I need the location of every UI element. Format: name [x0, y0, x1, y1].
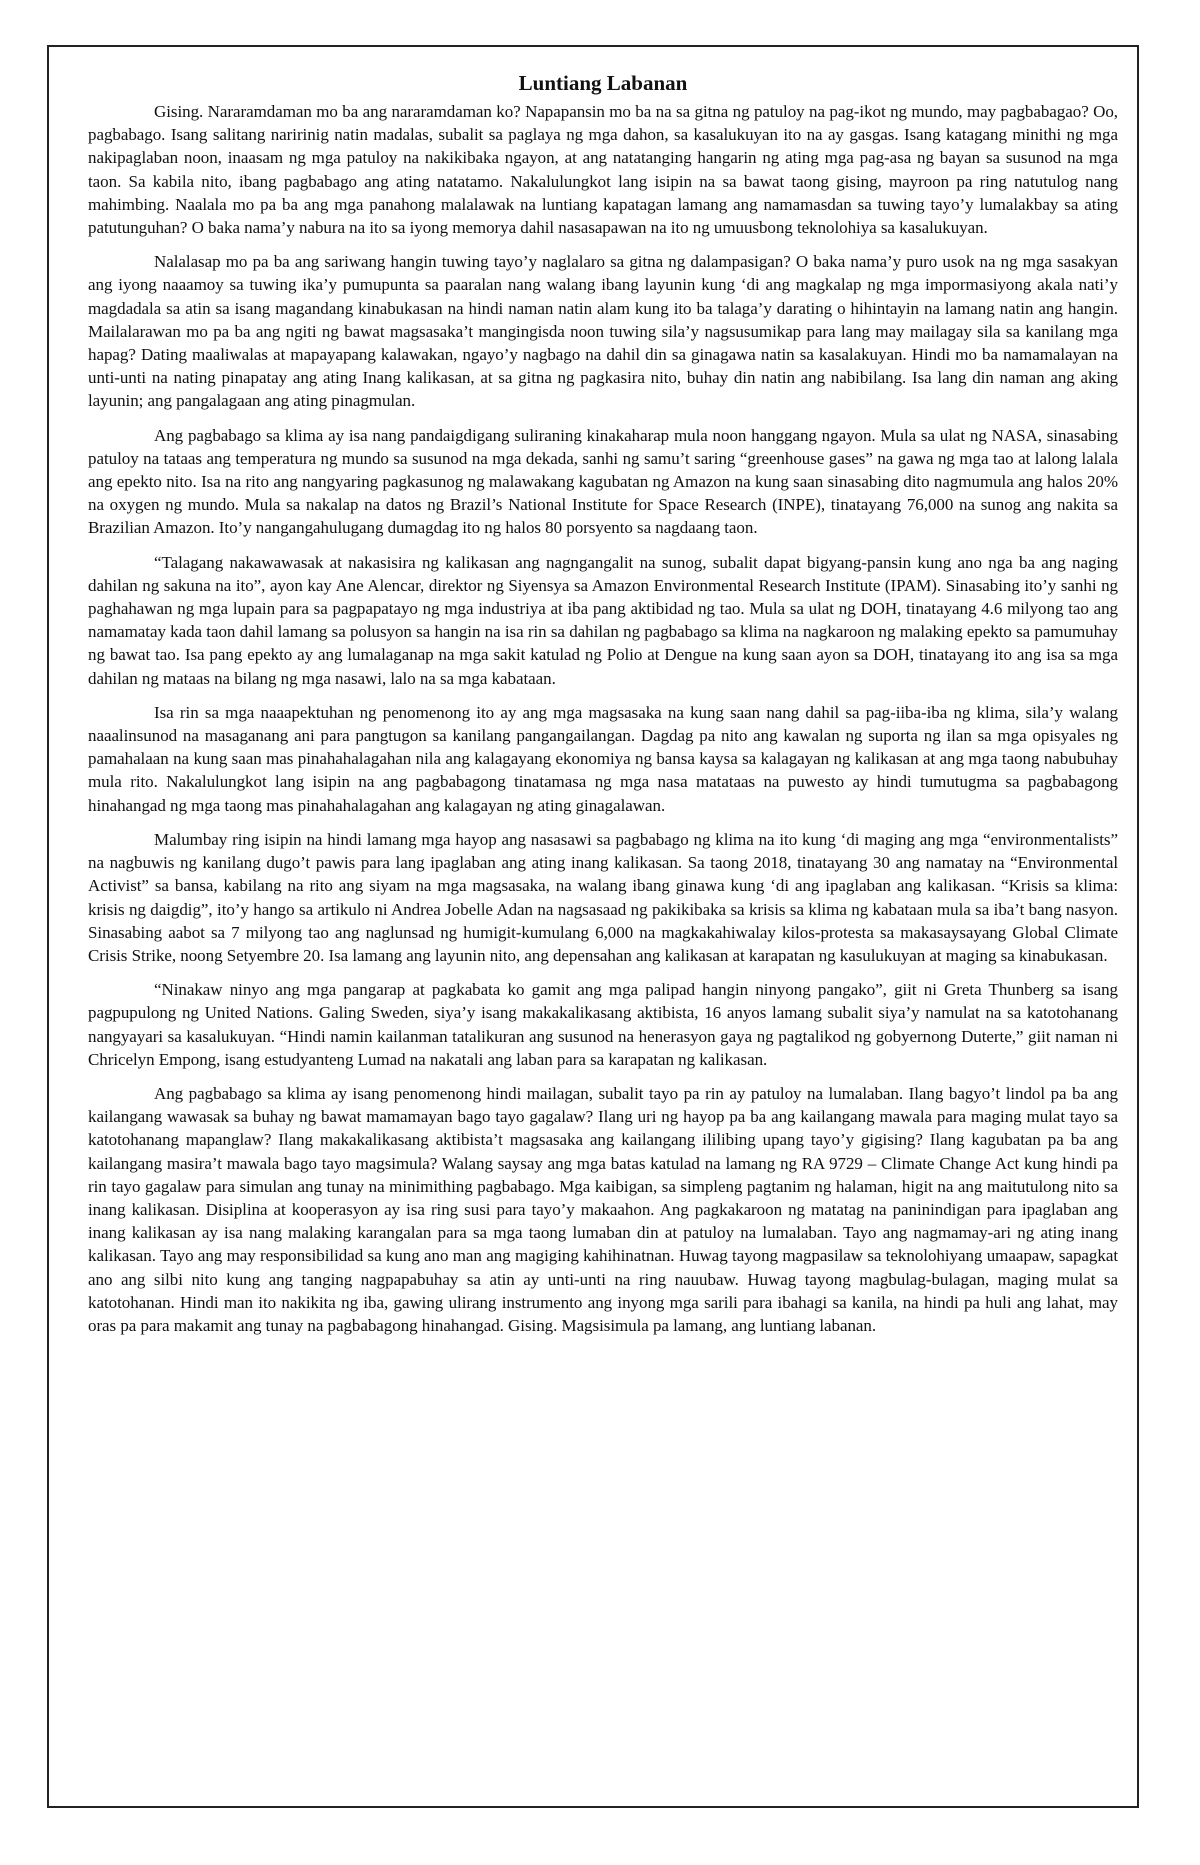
paragraph-6: Malumbay ring isipin na hindi lamang mga hayop ang nasasawi sa pagbabago ng klima na ito kung ‘di maging ang mga “environmentalists” na nagbuwis ng kanilang dugo’t pawis para lang ipaglaban ang ating inang kalikasan. Sa taong 2018, tinatayang 30 ang namatay na “Environmental Activist” sa bansa, kabilang na rito ang siyam na mga magsasaka, na walang ibang ginawa kung ‘di ang ipaglaban ang kalikasan. “Krisis sa klima: krisis ng daigdig”, ito’y hango sa artikulo ni Andrea Jobelle Adan na nagsasaad ng pakikibaka sa krisis sa klima ng kabataan mula sa iba’t bang nasyon. Sinasabing aabot sa 7 milyong tao ang naglunsad ng humigit-kumulang 6,000 na magkakahiwalay kilos-protesta sa makasaysayang Global Climate Crisis Strike, noong Setyembre 20. Isa lamang ang layunin nito, ang depensahan ang kalikasan at karapatan ng kasulukuyan at maging sa kinabukasan.: [88, 829, 1118, 965]
paragraph-4: “Talagang nakawawasak at nakasisira ng kalikasan ang nagngangalit na sunog, subalit dapat bigyang-pansin kung ano nga ba ang naging dahilan ng sakuna na ito”, ayon kay Ane Alencar, direktor ng Siyensya sa Amazon Environmental Research Institute (IPAM). Sinasabing ito’y sanhi ng paghahawan ng mga lupain para sa pagpapatayo ng mga industriya at iba pang aktibidad ng tao. Mula sa ulat ng DOH, tinatayang 4.6 milyong tao ang namamatay kada taon dahil lamang sa polusyon sa hangin na isa rin sa dahilan ng pagbabago sa klima na nagkaroon ng malaking epekto sa pamumuhay ng bawat tao. Isa pang epekto ay ang lumalaganap na mga sakit katulad ng Polio at Dengue na kung saan ayon sa DOH, tinatayang ito ang isa sa mga dahilan ng mataas na bilang ng mga nasawi, lalo na sa mga kabataan.: [88, 552, 1118, 688]
paragraph-3: Ang pagbabago sa klima ay isa nang pandaigdigang suliraning kinakaharap mula noon hanggang ngayon. Mula sa ulat ng NASA, sinasabing patuloy na tataas ang temperatura ng mundo sa susunod na mga dekada, sanhi ng samu’t saring “greenhouse gases” na gawa ng mga tao at lalong lalala ang epekto nito. Isa na rito ang nangyaring pagkasunog ng malawakang kagubatan ng Amazon na kung saan sinasabing dito nagmumula ang halos 20% na oxygen ng mundo. Mula sa nakalap na datos ng Brazil’s National Institute for Space Research (INPE), tinatayang 76,000 na sunog ang nakita sa Brazilian Amazon. Ito’y nangangahulugang dumagdag ito ng halos 80 porsyento sa nagdaang taon.: [88, 425, 1118, 538]
paragraph-5: Isa rin sa mga naaapektuhan ng penomenong ito ay ang mga magsasaka na kung saan nang dahil sa pag-iiba-iba ng klima, sila’y walang naaalinsunod na masaganang ani para pangtugon sa kanilang pangangailangan. Dagdag pa nito ang kawalan ng suporta ng ilan sa mga opisyales ng pamahalaan na kung saan mas pinahahalagahan nila ang kalagayang ekonomiya ng bansa kaysa sa kalagayan ng kalikasan at ang mga taong nabubuhay mula rito. Nakalulungkot lang isipin na ang pagbabagong tinatamasa ng mga nasa matataas na puwesto ay hindi tumutugma sa pagbabagong hinahangad ng mga taong mas pinahahalagahan ang kalagayan ng ating ginagalawan.: [88, 702, 1118, 815]
paragraph-1: Gising. Nararamdaman mo ba ang nararamdaman ko? Napapansin mo ba na sa gitna ng patuloy na pag-ikot ng mundo, may pagbabagao? Oo, pagbabago. Isang salitang naririnig natin madalas, subalit sa paglaya ng mga dahon, sa kasalukuyan ito na ay gasgas. Isang katagang minithi ng mga nakipaglaban noon, inaasam ng mga patuloy na nakikibaka ngayon, at ang natatanging hangarin ng ating mga pag-asa ng bayan sa susunod na mga taon. Sa kabila nito, ibang pagbabago ang ating natatamo. Nakalulungkot lang isipin na sa bawat taong gising, mayroon pa ring natutulog nang mahimbing. Naalala mo pa ba ang mga panahong malalawak na luntiang kapatagan lamang ang namamasdan sa tuwing tayo’y lumalakbay sa ating patutunguhan? O baka nama’y nabura na ito sa iyong memorya dahil nasasapawan na ito ng umuusbong teknolohiya sa kasalukuyan.: [88, 102, 1118, 238]
article-title: Luntiang Labanan: [518, 71, 688, 95]
article: [88, 71, 1118, 1348]
paragraph-8: Ang pagbabago sa klima ay isang penomenong hindi mailagan, subalit tayo pa rin ay patuloy na lumalaban. Ilang bagyo’t lindol pa ba ang kailangang wawasak sa buhay ng bawat mamamayan bago tayo gagalaw? Ilang uri ng hayop pa ba ang kailangang mawala para maging mulat tayo sa katotohanang mapanglaw? Ilang makakalikasang aktibista’t magsasaka ang kailangang ililibing upang tayo’y gigising? Ilang kagubatan pa ba ang kailangang masira’t mawala bago tayo magsimula? Walang saysay ang mga batas katulad na lamang ng RA 9729 – Climate Change Act kung hindi pa rin tayo gagalaw para simulan ang tunay na minimithing pagbabago. Mga kaibigan, sa simpleng pagtanim ng halaman, higit na ang maitutulong nito sa inang kalikasan. Disiplina at kooperasyon ay isa ring susi para tayo’y makaahon. Ang pagkakaroon ng matatag na paninindigan para ipaglaban ang inang kalikasan ay isa nang malaking karangalan para sa mga taong lumaban din at patuloy na lumalaban. Tayo ang nagmamay-ari ng ating inang kalikasan. Tayo ang may responsibilidad sa kung ano man ang magiging kahihinatnan. Huwag tayong magpasilaw sa teknolohiyang umaapaw, sapagkat ano ang silbi nito kung ang tanging nagpapabuhay sa atin ay unti-unti na ring nauubaw. Huwag tayong magbulag-bulagan, maging mulat sa katotohanan. Hindi man ito nakikita ng iba, gawing ulirang instrumento ang inyong mga sarili para ibahagi sa kanila, na hindi pa huli ang lahat, may oras pa para makamit ang tunay na pagbabagong hinahangad. Gising. Magsisimula pa lamang, ang luntiang labanan.: [88, 1083, 1118, 1335]
paragraph-2: Nalalasap mo pa ba ang sariwang hangin tuwing tayo’y naglalaro sa gitna ng dalampasigan? O baka nama’y puro usok na ng mga sasakyan ang iyong naaamoy sa tuwing ika’y pumupunta sa paaralan nang walang ibang layunin kung ‘di ang magkalap ng mga impormasiyong akala nati’y magdadala sa atin sa isang magandang kinabukasan na hindi naman natin alam kung ito ba talaga’y darating o hihintayin na lamang natin ang hangin. Mailalarawan mo pa ba ang ngiti ng bawat magsasaka’t mangingisda noon tuwing sila’y nagsusumikap para lang may mailagay sila sa kanilang mga hapag? Dating maaliwalas at mapayapang kalawakan, ngayo’y nagbago na dahil din sa ginagawa natin sa kasalakuyan. Hindi mo ba namamalayan na unti-unti na nating pinapatay ang ating Inang kalikasan, at sa gitna ng pagkasira nito, buhay din natin ang nabibilang. Isa lang din naman ang aking layunin; ang pangalagaan ang ating pinagmulan.: [88, 252, 1118, 411]
paragraph-7: “Ninakaw ninyo ang mga pangarap at pagkabata ko gamit ang mga palipad hangin ninyong pangako”, giit ni Greta Thunberg sa isang pagpupulong ng United Nations. Galing Sweden, siya’y isang makakalikasang aktibista, 16 anyos lamang subalit siya’y namulat na sa katotohanang nangyayari sa kasalukuyan. “Hindi namin kailanman tatalikuran ang susunod na henerasyon gaya ng pagtalikod ng gobyernong Duterte,” giit naman ni Chricelyn Empong, isang estudyanteng Lumad na nakatali ang laban para sa karapatan ng kalikasan.: [88, 980, 1118, 1069]
